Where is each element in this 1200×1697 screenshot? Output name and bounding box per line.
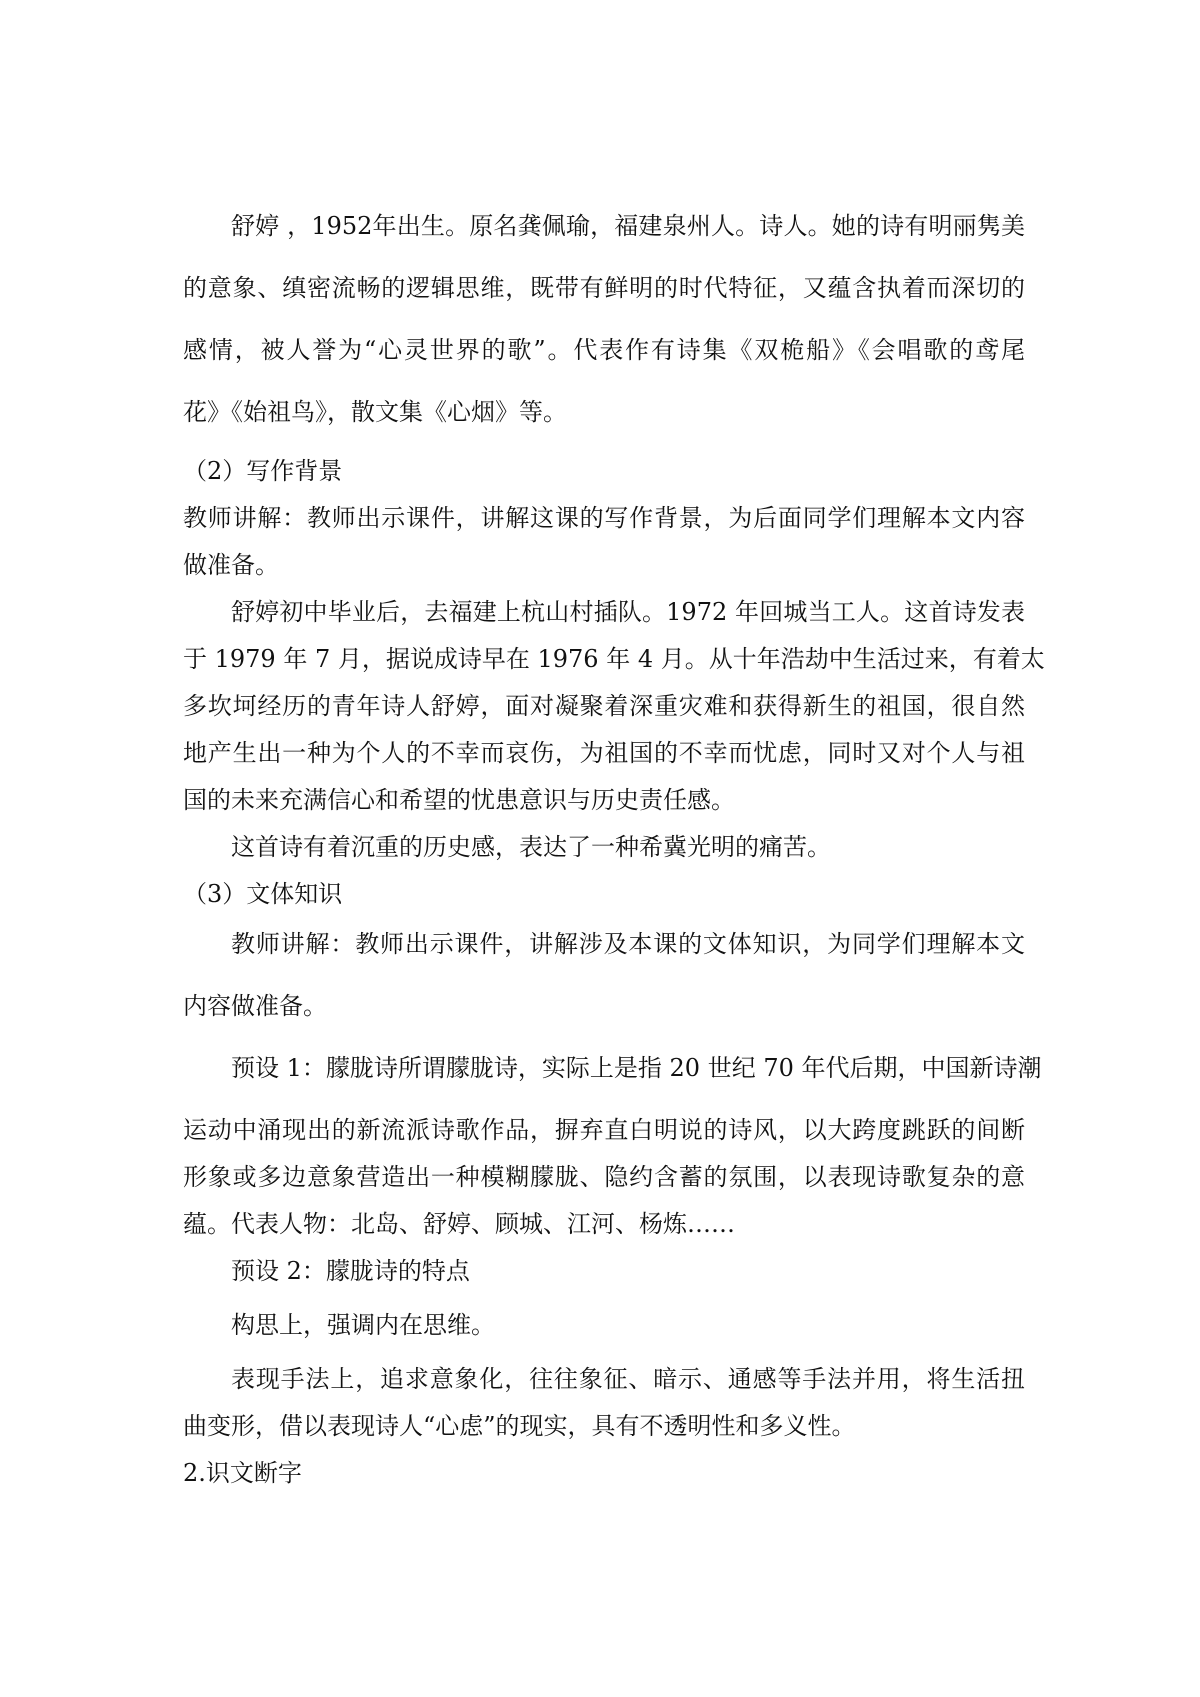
preset1-line-4: 蕴。代表人物：北岛、舒婷、顾城、江河、杨炼…… (183, 1210, 735, 1238)
technique-line-1: 表现手法上，追求意象化，往往象征、暗示、通感等手法并用，将生活扭 (231, 1365, 1025, 1393)
background-line-3: 多坎坷经历的青年诗人舒婷，面对凝聚着深重灾难和获得新生的祖国，很自然 (183, 692, 1025, 720)
author-intro-line-2: 的意象、缜密流畅的逻辑思维，既带有鲜明的时代特征，又蕴含执着而深切的 (183, 274, 1025, 302)
teacher-genre-line-1: 教师讲解：教师出示课件，讲解涉及本课的文体知识，为同学们理解本文 (231, 930, 1025, 958)
background-line-4: 地产生出一种为个人的不幸而哀伤，为祖国的不幸而忧虑，同时又对个人与祖 (183, 739, 1025, 767)
background-line-1: 舒婷初中毕业后，去福建上杭山村插队。1972 年回城当工人。这首诗发表 (231, 598, 1025, 626)
background-summary: 这首诗有着沉重的历史感，表达了一种希冀光明的痛苦。 (231, 833, 831, 861)
conception-line: 构思上，强调内在思维。 (231, 1311, 495, 1339)
author-intro-line-3: 感情，被人誉为“心灵世界的歌”。代表作有诗集《双桅船》《会唱歌的鸢尾 (183, 336, 1025, 364)
author-intro-line-4: 花》《始祖鸟》，散文集《心烟》等。 (183, 398, 567, 426)
background-line-5: 国的未来充满信心和希望的忧患意识与历史责任感。 (183, 786, 735, 814)
technique-line-2: 曲变形，借以表现诗人“心虑”的现实，具有不透明性和多义性。 (183, 1412, 856, 1440)
preset1-line-3: 形象或多边意象营造出一种模糊朦胧、隐约含蓄的氛围，以表现诗歌复杂的意 (183, 1163, 1025, 1191)
background-line-2: 于 1979 年 7 月，据说成诗早在 1976 年 4 月。从十年浩劫中生活过来，有着太 (183, 645, 1045, 673)
preset1-line-2: 运动中涌现出的新流派诗歌作品，摒弃直白明说的诗风，以大跨度跳跃的间断 (183, 1116, 1025, 1144)
section-heading-writing-background: （2）写作背景 (183, 457, 343, 485)
preset2-heading: 预设 2：朦胧诗的特点 (231, 1257, 470, 1285)
teacher-explanation-line-2: 做准备。 (183, 551, 279, 579)
section-heading-word-recognition: 2.识文断字 (183, 1459, 302, 1487)
section-heading-genre-knowledge: （3）文体知识 (183, 880, 343, 908)
teacher-explanation-line-1: 教师讲解：教师出示课件，讲解这课的写作背景，为后面同学们理解本文内容 (183, 504, 1025, 532)
preset1-line-1: 预设 1：朦胧诗所谓朦胧诗，实际上是指 20 世纪 70 年代后期，中国新诗潮 (231, 1054, 1042, 1082)
author-intro-line-1: 舒婷 ，1952年出生。原名龚佩瑜，福建泉州人。诗人。她的诗有明丽隽美 (231, 212, 1025, 240)
teacher-genre-line-2: 内容做准备。 (183, 992, 327, 1020)
